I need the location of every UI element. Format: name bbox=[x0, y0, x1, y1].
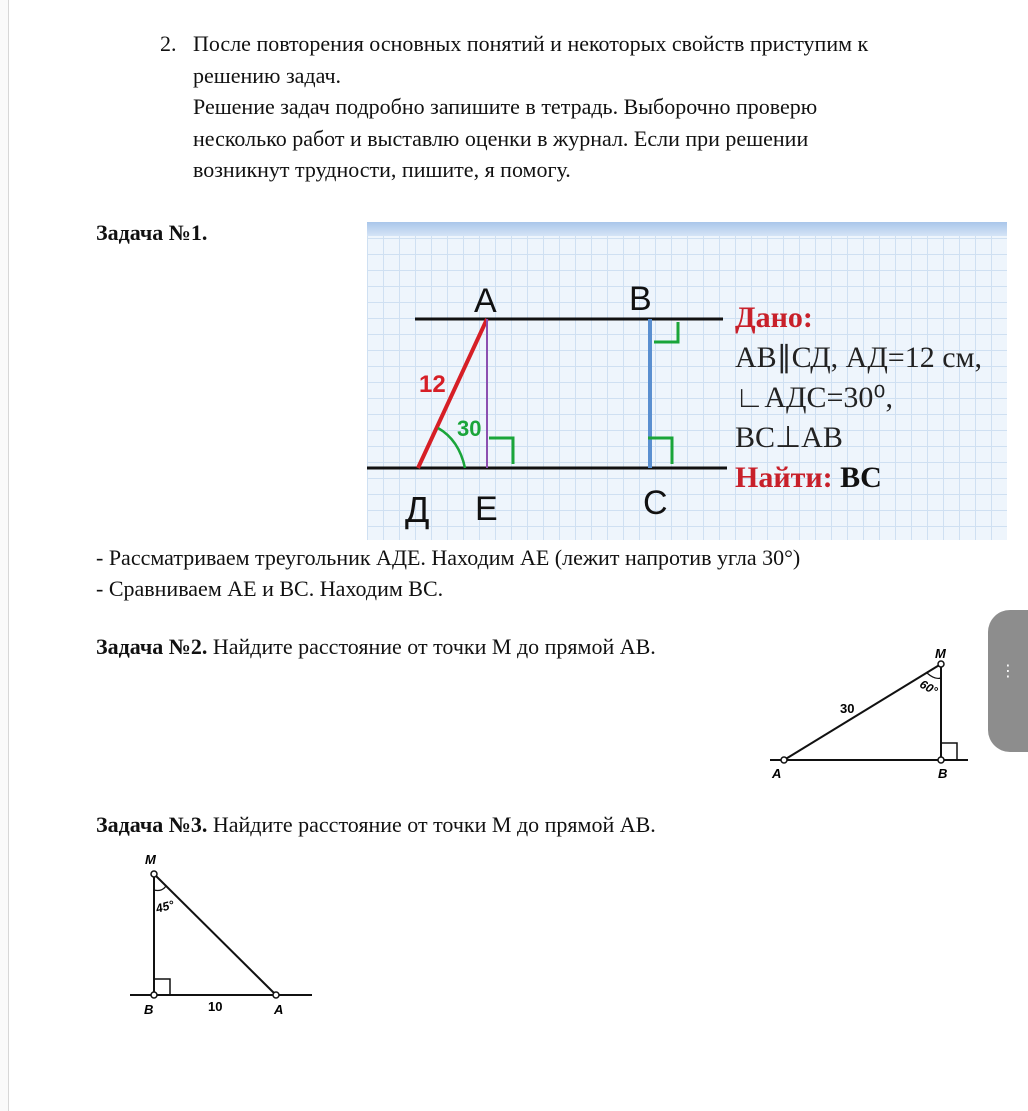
item-line-2: решению задач. bbox=[193, 62, 342, 88]
item-number: 2. bbox=[160, 31, 177, 56]
label-a: А bbox=[474, 282, 497, 320]
task1-given bbox=[735, 298, 982, 498]
label-a: A bbox=[772, 766, 782, 781]
given-line-3: ВС⊥АВ bbox=[735, 421, 843, 454]
angle-arc-m bbox=[154, 886, 166, 891]
right-angle-e bbox=[489, 438, 513, 464]
point-a bbox=[273, 992, 279, 998]
side-scroll-widget[interactable] bbox=[988, 610, 1028, 752]
find-label: Найти: bbox=[735, 461, 833, 494]
item-line-4: несколько работ и выставлю оценки в журнал. Если при решении bbox=[193, 125, 809, 151]
point-b bbox=[151, 992, 157, 998]
label-a: A bbox=[274, 1002, 284, 1017]
item-line-3: Решение задач подробно запишите в тетрадь. Выборочно проверю bbox=[193, 94, 818, 119]
hint-line-2: - Сравниваем АЕ и ВС. Находим ВС. bbox=[96, 576, 444, 601]
label-b: В bbox=[629, 280, 652, 318]
task3-title: Задача №3. bbox=[96, 812, 208, 837]
angle-arc-m bbox=[927, 673, 941, 678]
task3-heading bbox=[96, 812, 656, 838]
segment-am bbox=[784, 664, 941, 760]
label-angle-30: 30 bbox=[457, 416, 482, 441]
label-side: 10 bbox=[208, 999, 223, 1014]
task2-title: Задача №2. bbox=[96, 634, 208, 659]
label-m: M bbox=[935, 646, 946, 661]
point-m bbox=[151, 871, 157, 877]
task2-figure bbox=[760, 640, 985, 785]
label-b: B bbox=[938, 766, 948, 781]
find-value: ВС bbox=[840, 461, 882, 494]
task1-title: Задача №1. bbox=[96, 220, 208, 245]
label-b: B bbox=[144, 1002, 154, 1017]
given-line-1: АВ∥СД, АД=12 см, bbox=[735, 341, 983, 374]
task2-heading bbox=[96, 634, 656, 660]
label-e: Е bbox=[475, 490, 498, 528]
item-line-5: возникнут трудности, пишите, я помогу. bbox=[193, 157, 571, 182]
item-body bbox=[193, 28, 983, 186]
point-m bbox=[938, 661, 944, 667]
point-b bbox=[938, 757, 944, 763]
label-side: 30 bbox=[840, 701, 855, 716]
task3-text: Найдите расстояние от точки М до прямой АВ. bbox=[212, 812, 656, 837]
label-angle: 45° bbox=[154, 897, 176, 916]
item-line-1: После повторения основных понятий и некоторых свойств приступим к bbox=[193, 31, 869, 56]
task3-figure bbox=[120, 848, 320, 1023]
given-title: Дано: bbox=[735, 301, 813, 334]
hint-line-1: - Рассматриваем треугольник АДЕ. Находим АЕ (лежит напротив угла 30°) bbox=[96, 545, 801, 570]
label-d: Д bbox=[405, 489, 430, 530]
page-left-border bbox=[0, 0, 9, 1111]
task2-text: Найдите расстояние от точки М до прямой АВ. bbox=[212, 634, 656, 659]
given-line-2: ∟АДС=30⁰, bbox=[735, 381, 893, 414]
segment-ma bbox=[154, 874, 276, 995]
label-m: M bbox=[145, 852, 156, 867]
point-a bbox=[781, 757, 787, 763]
label-c: С bbox=[643, 484, 668, 522]
right-angle-b bbox=[654, 322, 678, 342]
label-angle: 60° bbox=[917, 676, 941, 699]
more-icon: ⋮ bbox=[1000, 661, 1016, 680]
label-side-12: 12 bbox=[419, 371, 446, 398]
